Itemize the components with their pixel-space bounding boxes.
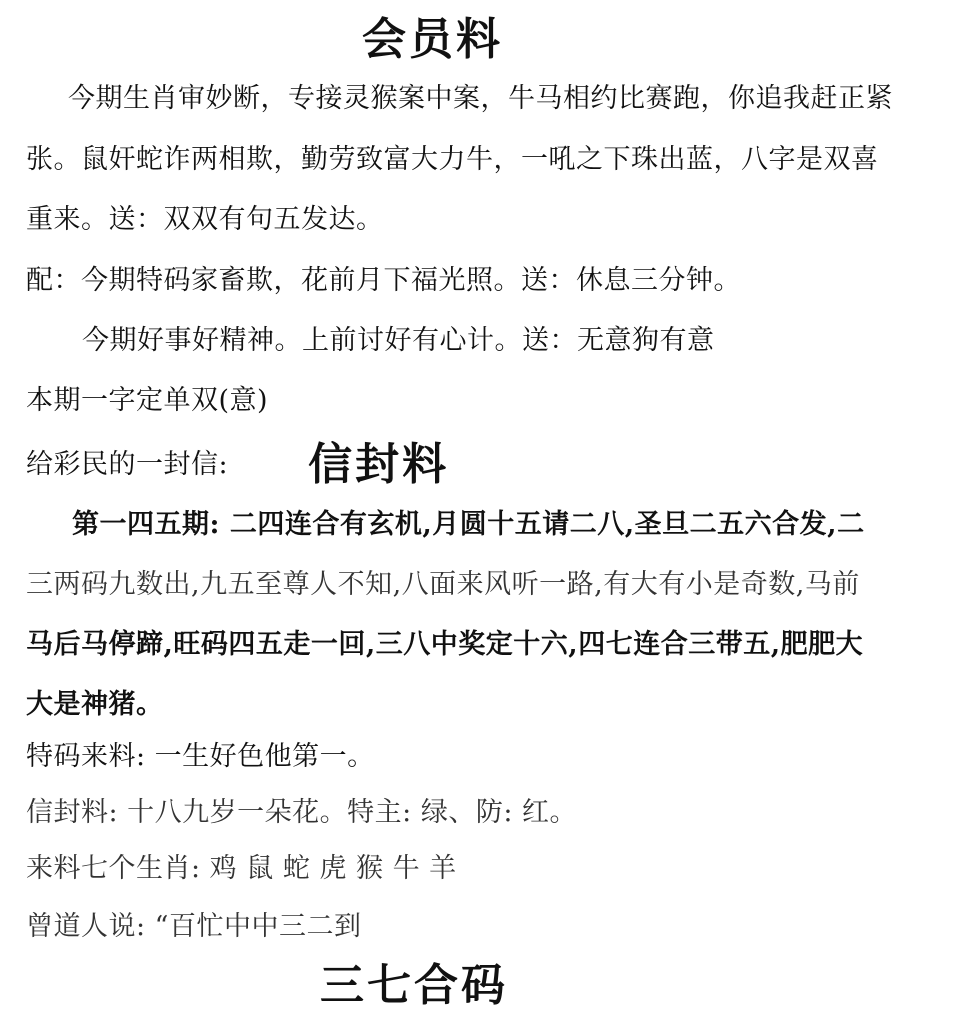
letter-material-line: 信封料: 十八九岁一朵花。特主: 绿、防: 红。	[26, 797, 578, 828]
letter-intro-prefix: 给彩民的一封信:	[26, 449, 229, 480]
letter-paragraph-line-3: 马后马停蹄,旺码四五走一回,三八中奖定十六,四七连合三带五,肥肥大	[26, 629, 864, 660]
seven-zodiac-line: 来料七个生肖: 鸡 鼠 蛇 虎 猴 牛 羊	[26, 853, 457, 884]
combo-title: 三七合码	[320, 960, 508, 1011]
letter-material-title: 信封料	[308, 439, 450, 490]
letter-intro-line	[26, 439, 450, 490]
letter-paragraph-line-1: 第一四五期: 二四连合有玄机,月圆十五请二八,圣旦二五六合发,二	[72, 509, 865, 540]
single-double-line: 本期一字定单双(意)	[26, 385, 269, 416]
daoist-line: 曾道人说: “百忙中中三二到	[26, 911, 362, 942]
letter-paragraph-line-4: 大是神猪。	[26, 689, 164, 720]
member-paragraph-line-3: 重来。送：双双有句五发达。	[26, 204, 384, 235]
member-paragraph-line-1: 今期生肖审妙断，专接灵猴案中案，牛马相约比赛跑，你追我赶正紧	[68, 83, 893, 114]
pei-line: 配：今期特码家畜欺，花前月下福光照。送：休息三分钟。	[26, 265, 741, 296]
pei-line-2: 今期好事好精神。上前讨好有心计。送：无意狗有意	[82, 325, 715, 356]
member-paragraph-line-2: 张。鼠奸蛇诈两相欺，勤劳致富大力牛，一吼之下珠出蓝，八字是双喜	[26, 144, 879, 175]
member-material-title: 会员料	[362, 14, 503, 65]
special-code-line: 特码来料: 一生好色他第一。	[26, 741, 375, 772]
letter-paragraph-line-2: 三两码九数出,九五至尊人不知,八面来风听一路,有大有小是奇数,马前	[26, 569, 860, 600]
